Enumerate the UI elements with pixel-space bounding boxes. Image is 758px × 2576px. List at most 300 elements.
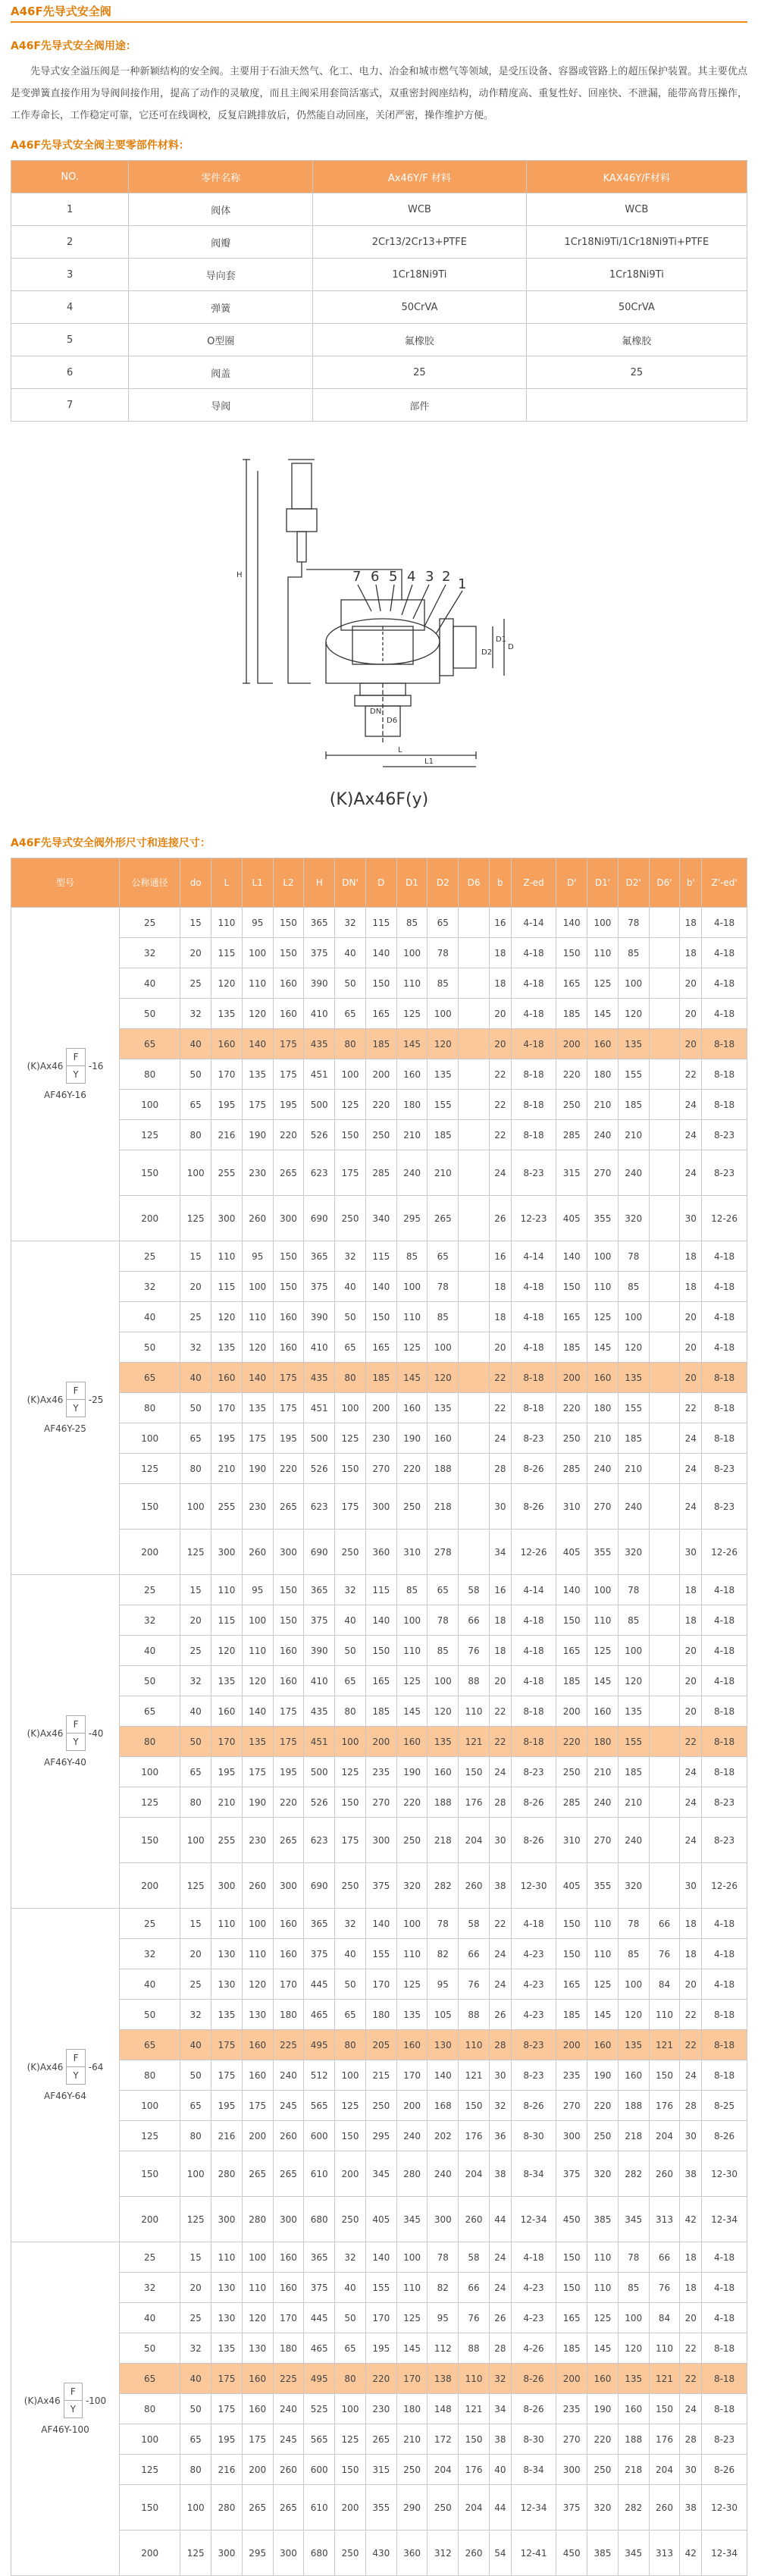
dimensions-cell: 125 <box>335 1423 366 1454</box>
dimensions-cell: 12-41 <box>511 2531 556 2576</box>
dimensions-cell: 313 <box>649 2531 680 2576</box>
dimensions-cell: 58 <box>459 1575 490 1605</box>
dimensions-cell: 175 <box>335 1818 366 1863</box>
dimensions-cell: 28 <box>489 2030 511 2060</box>
dimensions-cell: 18 <box>489 938 511 968</box>
dimensions-cell <box>649 1757 680 1787</box>
dimensions-cell: 18 <box>680 1939 702 1969</box>
dimensions-cell: 30 <box>680 1530 702 1575</box>
dimensions-cell <box>459 1150 490 1196</box>
dimensions-cell: 100 <box>396 2242 428 2273</box>
dimensions-cell: 190 <box>242 1120 273 1150</box>
dimensions-cell: 66 <box>649 2242 680 2273</box>
dimensions-cell: 4-23 <box>511 1939 556 1969</box>
dimensions-cell <box>649 1090 680 1120</box>
model-cell <box>11 1575 120 1909</box>
dimensions-cell: 66 <box>459 2273 490 2303</box>
dimensions-cell: 155 <box>365 1939 396 1969</box>
dimensions-cell: 150 <box>335 1120 366 1150</box>
dimensions-row <box>11 2197 747 2242</box>
dimensions-cell: 215 <box>365 2060 396 2091</box>
dimensions-row <box>11 1696 747 1727</box>
dimensions-cell <box>649 1484 680 1530</box>
dimensions-cell: 135 <box>211 1666 243 1696</box>
dimensions-cell: 65 <box>180 2091 211 2121</box>
dimensions-cell: 110 <box>649 2333 680 2364</box>
dimensions-cell: 204 <box>649 2121 680 2151</box>
dimensions-cell: 204 <box>428 2455 459 2485</box>
model-cell <box>11 1909 120 2242</box>
dimensions-cell: 200 <box>556 2030 587 2060</box>
dimensions-cell: 125 <box>587 1636 619 1666</box>
dimensions-cell: 100 <box>120 1423 180 1454</box>
dimensions-cell: 150 <box>556 2242 587 2273</box>
dimensions-cell: 405 <box>556 1863 587 1909</box>
dimensions-cell: 345 <box>618 2197 649 2242</box>
dimensions-cell: 160 <box>242 2394 273 2424</box>
dimensions-col-header: 型号 <box>11 858 120 908</box>
dimensions-cell: 218 <box>428 1818 459 1863</box>
materials-cell: 1 <box>11 193 129 226</box>
dimensions-cell: 265 <box>242 2485 273 2531</box>
dimensions-cell: 216 <box>211 2455 243 2485</box>
dimensions-cell: 410 <box>304 1332 335 1363</box>
materials-cell: 阀体 <box>129 193 313 226</box>
dimensions-cell: 135 <box>242 1727 273 1757</box>
dimensions-cell: 12-30 <box>702 2485 747 2531</box>
dimensions-cell: 80 <box>180 2121 211 2151</box>
dimensions-cell: 265 <box>273 2485 304 2531</box>
dimensions-cell: 78 <box>618 1575 649 1605</box>
dimensions-cell: 250 <box>587 2121 619 2151</box>
dimensions-cell <box>459 968 490 999</box>
dimensions-cell: 66 <box>459 1939 490 1969</box>
dimensions-cell: 150 <box>649 2060 680 2091</box>
dimensions-cell: 190 <box>587 2394 619 2424</box>
materials-cell: 阀盖 <box>129 356 313 389</box>
dimensions-cell: 38 <box>680 2151 702 2197</box>
dimensions-cell: 8-18 <box>511 1696 556 1727</box>
dimensions-cell: 8-23 <box>702 1787 747 1818</box>
dimensions-cell: 88 <box>459 2333 490 2364</box>
dimensions-cell: 260 <box>459 1863 490 1909</box>
model-prefix: (K)Ax46 <box>23 2395 61 2406</box>
dimensions-cell: 32 <box>180 1666 211 1696</box>
dimensions-cell: 120 <box>211 1302 243 1332</box>
dimensions-cell: 202 <box>428 2121 459 2151</box>
materials-col-header: 零件名称 <box>129 161 313 193</box>
dimensions-cell: 155 <box>365 2273 396 2303</box>
dimensions-cell: 375 <box>304 938 335 968</box>
dimensions-cell: 120 <box>618 1332 649 1363</box>
dimensions-cell: 160 <box>273 968 304 999</box>
dimensions-cell: 200 <box>120 2197 180 2242</box>
dimensions-cell: 85 <box>396 1575 428 1605</box>
dimensions-cell: 270 <box>587 1484 619 1530</box>
dimensions-cell: 25 <box>120 1241 180 1272</box>
dimensions-cell: 140 <box>242 1363 273 1393</box>
dimensions-cell: 110 <box>459 1696 490 1727</box>
dimensions-cell: 65 <box>180 1090 211 1120</box>
dimensions-cell <box>649 968 680 999</box>
dimensions-cell: 100 <box>120 2091 180 2121</box>
dimensions-cell: 25 <box>180 1969 211 2000</box>
dimensions-cell: 78 <box>618 908 649 938</box>
dimensions-cell: 240 <box>618 1818 649 1863</box>
dimensions-cell: 78 <box>618 2242 649 2273</box>
dimensions-cell: 8-26 <box>511 1818 556 1863</box>
dimensions-cell: 8-26 <box>511 1454 556 1484</box>
dimensions-cell: 80 <box>120 1059 180 1090</box>
materials-cell <box>526 389 747 422</box>
dimensions-cell: 250 <box>335 1863 366 1909</box>
dimensions-cell: 8-18 <box>702 2060 747 2091</box>
dimensions-cell: 65 <box>120 1029 180 1059</box>
dimensions-cell: 4-18 <box>511 1636 556 1666</box>
dimensions-cell: 176 <box>459 2121 490 2151</box>
dimensions-cell: 121 <box>459 2394 490 2424</box>
dimensions-cell: 135 <box>618 2030 649 2060</box>
dimensions-cell: 160 <box>396 1393 428 1423</box>
dimensions-cell: 180 <box>365 2000 396 2030</box>
dimensions-cell: 240 <box>396 2121 428 2151</box>
materials-cell: 部件 <box>313 389 527 422</box>
dimensions-cell: 24 <box>680 1454 702 1484</box>
dimensions-cell: 12-34 <box>511 2197 556 2242</box>
dimensions-cell: 32 <box>489 2364 511 2394</box>
dimensions-cell: 125 <box>120 1787 180 1818</box>
dimensions-cell: 565 <box>304 2424 335 2455</box>
dimensions-cell: 8-18 <box>511 1120 556 1150</box>
dimensions-cell: 50 <box>180 1393 211 1423</box>
dimensions-cell: 16 <box>489 1241 511 1272</box>
dimensions-cell: 375 <box>556 2485 587 2531</box>
dimensions-cell: 250 <box>428 2485 459 2531</box>
model-prefix: (K)Ax46 <box>27 1394 64 1405</box>
dimensions-row <box>11 1818 747 1863</box>
dimensions-row <box>11 1059 747 1090</box>
dimensions-cell: 190 <box>242 1787 273 1818</box>
dimensions-cell: 110 <box>211 1575 243 1605</box>
dimensions-cell: 623 <box>304 1818 335 1863</box>
dimensions-cell: 155 <box>618 1059 649 1090</box>
dimensions-cell: 34 <box>489 2394 511 2424</box>
dimensions-cell: 218 <box>618 2121 649 2151</box>
dimensions-cell: 220 <box>396 1787 428 1818</box>
dimensions-cell: 312 <box>428 2531 459 2576</box>
model-alt: AF46Y-100 <box>41 2424 89 2435</box>
dimensions-cell: 32 <box>120 938 180 968</box>
dimensions-cell: 80 <box>335 1363 366 1393</box>
dimensions-cell: 355 <box>587 1196 619 1241</box>
dimensions-cell: 240 <box>587 1454 619 1484</box>
dimensions-cell: 78 <box>618 1241 649 1272</box>
dimensions-cell: 170 <box>211 1727 243 1757</box>
dimensions-cell: 120 <box>211 1636 243 1666</box>
dimensions-cell: 30 <box>680 2455 702 2485</box>
dimensions-cell: 54 <box>489 2531 511 2576</box>
model-prefix: (K)Ax46 <box>27 1727 64 1739</box>
dimensions-row <box>11 2364 747 2394</box>
dimensions-cell: 295 <box>365 2121 396 2151</box>
dimensions-cell: 115 <box>365 1241 396 1272</box>
dimensions-cell: 66 <box>459 1605 490 1636</box>
dimensions-cell: 165 <box>365 999 396 1029</box>
dimensions-cell: 8-18 <box>702 1029 747 1059</box>
dimensions-cell: 260 <box>459 2197 490 2242</box>
dimensions-cell: 115 <box>211 1272 243 1302</box>
dimensions-cell: 130 <box>211 2273 243 2303</box>
dimensions-cell: 50 <box>335 1302 366 1332</box>
dimensions-cell: 125 <box>335 1090 366 1120</box>
dimensions-cell: 20 <box>680 1029 702 1059</box>
dimensions-cell: 8-23 <box>511 1757 556 1787</box>
dimensions-cell: 8-26 <box>511 2364 556 2394</box>
dimensions-cell: 150 <box>365 968 396 999</box>
dimensions-row <box>11 1332 747 1363</box>
dimensions-cell: 235 <box>556 2060 587 2091</box>
dimensions-cell: 4-14 <box>511 1575 556 1605</box>
dim-label-l1: L1 <box>424 758 434 766</box>
dimensions-cell <box>459 1059 490 1090</box>
dimensions-cell: 58 <box>459 2242 490 2273</box>
dimensions-cell: 80 <box>335 2030 366 2060</box>
dimensions-cell: 240 <box>618 1484 649 1530</box>
dimensions-cell: 240 <box>428 2151 459 2197</box>
dimensions-cell: 24 <box>489 1423 511 1454</box>
dimensions-col-header: H <box>304 858 335 908</box>
dimensions-cell: 8-18 <box>702 1363 747 1393</box>
dimensions-cell: 185 <box>556 2000 587 2030</box>
dimensions-cell: 95 <box>428 1969 459 2000</box>
dimensions-col-header: L1 <box>242 858 273 908</box>
dimensions-cell: 175 <box>273 1393 304 1423</box>
dimensions-cell: 125 <box>180 2197 211 2242</box>
materials-cell: 1Cr18Ni9Ti <box>526 259 747 291</box>
dimensions-cell: 110 <box>211 1241 243 1272</box>
dimensions-cell: 150 <box>556 1939 587 1969</box>
dimensions-cell: 160 <box>273 2242 304 2273</box>
dimensions-cell: 140 <box>428 2060 459 2091</box>
dimensions-cell: 150 <box>273 938 304 968</box>
dimensions-cell: 8-23 <box>702 1484 747 1530</box>
dimensions-cell <box>649 1863 680 1909</box>
dimensions-cell: 230 <box>365 1423 396 1454</box>
model-cell <box>11 1241 120 1575</box>
materials-cell: 2Cr13/2Cr13+PTFE <box>313 226 527 259</box>
dimensions-cell: 295 <box>242 2531 273 2576</box>
dimensions-cell: 300 <box>273 1863 304 1909</box>
model-cell <box>11 908 120 1241</box>
dimensions-cell: 20 <box>180 938 211 968</box>
dimensions-cell: 65 <box>180 1757 211 1787</box>
dimensions-cell <box>649 1454 680 1484</box>
dimensions-cell: 100 <box>180 1150 211 1196</box>
dimensions-cell: 435 <box>304 1696 335 1727</box>
dimensions-cell: 18 <box>680 1909 702 1939</box>
dimensions-cell: 8-18 <box>511 1727 556 1757</box>
dimensions-cell: 8-18 <box>702 2394 747 2424</box>
dimensions-cell: 20 <box>489 1029 511 1059</box>
dimensions-cell: 150 <box>273 1272 304 1302</box>
dimensions-cell <box>649 1150 680 1196</box>
dimensions-cell: 18 <box>680 1575 702 1605</box>
dimensions-cell: 250 <box>335 2197 366 2242</box>
dimensions-cell: 140 <box>365 938 396 968</box>
dimensions-cell: 220 <box>556 1059 587 1090</box>
dimensions-cell: 100 <box>335 1393 366 1423</box>
dimensions-cell: 250 <box>556 1757 587 1787</box>
dimensions-cell: 8-18 <box>702 1696 747 1727</box>
dimensions-cell: 300 <box>211 2197 243 2242</box>
dimensions-cell: 140 <box>242 1029 273 1059</box>
dimensions-cell: 110 <box>587 2242 619 2273</box>
dimensions-cell: 265 <box>273 1818 304 1863</box>
dimensions-cell: 4-18 <box>702 1302 747 1332</box>
dimensions-cell: 4-18 <box>511 1332 556 1363</box>
diagram-caption: (K)Ax46F(y) <box>329 790 429 809</box>
dimensions-row <box>11 1363 747 1393</box>
dimensions-cell: 22 <box>489 1363 511 1393</box>
dimensions-cell: 345 <box>365 2151 396 2197</box>
dimensions-cell: 150 <box>273 1241 304 1272</box>
dimensions-cell: 12-26 <box>511 1530 556 1575</box>
dimensions-cell: 105 <box>428 2000 459 2030</box>
dimensions-cell: 165 <box>556 968 587 999</box>
dimensions-cell: 110 <box>587 1939 619 1969</box>
dimensions-cell: 40 <box>120 2303 180 2333</box>
dimensions-cell: 313 <box>649 2197 680 2242</box>
dimensions-cell <box>459 1090 490 1120</box>
dimensions-cell: 150 <box>556 1605 587 1636</box>
dimensions-cell: 28 <box>680 2091 702 2121</box>
dimensions-cell: 32 <box>120 1272 180 1302</box>
dimensions-cell: 260 <box>242 1530 273 1575</box>
dimensions-cell: 40 <box>180 2364 211 2394</box>
dimensions-cell: 95 <box>242 1575 273 1605</box>
dimensions-row <box>11 1150 747 1196</box>
dimensions-cell: 85 <box>396 908 428 938</box>
dimensions-cell: 4-18 <box>702 999 747 1029</box>
dimensions-cell: 4-18 <box>702 1332 747 1363</box>
dimensions-cell: 188 <box>618 2424 649 2455</box>
dimensions-cell: 340 <box>365 1196 396 1241</box>
materials-cell: 氟橡胶 <box>313 324 527 356</box>
dimensions-cell: 185 <box>556 2333 587 2364</box>
dimensions-cell: 300 <box>365 1818 396 1863</box>
dimensions-cell: 110 <box>396 1939 428 1969</box>
dimensions-cell: 32 <box>180 2000 211 2030</box>
dimensions-cell: 8-23 <box>702 1150 747 1196</box>
materials-row <box>11 226 747 259</box>
dimensions-cell: 22 <box>489 1393 511 1423</box>
materials-heading: A46F先导式安全阀主要零部件材料： <box>11 140 190 152</box>
dimensions-cell: 285 <box>556 1120 587 1150</box>
dimensions-cell: 160 <box>273 2273 304 2303</box>
dimensions-cell: 240 <box>273 2394 304 2424</box>
dimensions-cell: 4-18 <box>511 1666 556 1696</box>
dimensions-cell: 450 <box>556 2197 587 2242</box>
dimensions-cell <box>459 1272 490 1302</box>
dimensions-cell: 195 <box>211 2424 243 2455</box>
dimensions-cell: 195 <box>273 1423 304 1454</box>
dimensions-cell: 12-26 <box>702 1863 747 1909</box>
dimensions-cell: 110 <box>242 1939 273 1969</box>
dimensions-cell: 12-34 <box>511 2485 556 2531</box>
dimensions-cell: 125 <box>587 1969 619 2000</box>
dimensions-row <box>11 1939 747 1969</box>
dimensions-header-row <box>11 858 747 908</box>
dimensions-cell: 125 <box>587 968 619 999</box>
dimensions-cell: 265 <box>428 1196 459 1241</box>
dimensions-cell: 225 <box>273 2364 304 2394</box>
dimensions-cell: 125 <box>587 2303 619 2333</box>
dimensions-cell: 4-18 <box>702 938 747 968</box>
dimensions-cell: 121 <box>649 2030 680 2060</box>
dimensions-cell: 125 <box>396 1332 428 1363</box>
dimensions-row <box>11 1666 747 1696</box>
dimensions-cell: 58 <box>459 1909 490 1939</box>
dimensions-cell: 110 <box>396 1302 428 1332</box>
dimensions-cell: 8-23 <box>702 2424 747 2455</box>
dimensions-cell: 160 <box>273 1302 304 1332</box>
dimensions-cell: 125 <box>120 1120 180 1150</box>
dimensions-cell: 125 <box>335 2424 366 2455</box>
dimensions-cell: 50 <box>335 1969 366 2000</box>
dimensions-cell: 160 <box>273 1666 304 1696</box>
dimensions-cell <box>649 1787 680 1818</box>
dimensions-cell: 8-23 <box>511 1423 556 1454</box>
model-pressure: -16 <box>88 1060 104 1072</box>
dimensions-row <box>11 2060 747 2091</box>
dimensions-cell: 20 <box>180 1605 211 1636</box>
dimensions-cell: 375 <box>304 1272 335 1302</box>
model-cell <box>11 2242 120 2576</box>
dimensions-cell: 610 <box>304 2485 335 2531</box>
dimensions-cell: 12-23 <box>511 1196 556 1241</box>
dims-heading: A46F先导式安全阀外形尺寸和连接尺寸： <box>11 837 211 849</box>
dimensions-cell: 110 <box>396 968 428 999</box>
dimensions-cell: 12-26 <box>702 1530 747 1575</box>
dimensions-cell: 375 <box>365 1863 396 1909</box>
dimensions-cell: 130 <box>242 2333 273 2364</box>
dimensions-cell: 82 <box>428 2273 459 2303</box>
dimensions-cell: 315 <box>556 1150 587 1196</box>
dimensions-cell: 320 <box>618 1863 649 1909</box>
dimensions-cell: 40 <box>335 1605 366 1636</box>
materials-cell: 3 <box>11 259 129 291</box>
dimensions-cell: 188 <box>618 2091 649 2121</box>
dimensions-cell: 4-18 <box>511 938 556 968</box>
dimensions-cell: 12-30 <box>702 2151 747 2197</box>
dimensions-row <box>11 1302 747 1332</box>
dimensions-cell: 185 <box>618 1423 649 1454</box>
dimensions-cell: 240 <box>273 2060 304 2091</box>
dimensions-cell: 4-18 <box>702 1272 747 1302</box>
dimensions-cell <box>459 1423 490 1454</box>
model-prefix: (K)Ax46 <box>27 2061 64 2072</box>
dimensions-row <box>11 2000 747 2030</box>
dimensions-row <box>11 908 747 938</box>
dimensions-cell: 110 <box>242 968 273 999</box>
dim-label-d2: D2 <box>481 648 493 657</box>
dimensions-cell: 78 <box>618 1909 649 1939</box>
dimensions-cell: 120 <box>242 1969 273 2000</box>
dimensions-cell: 295 <box>396 1196 428 1241</box>
dimensions-cell: 240 <box>618 1150 649 1196</box>
dimensions-cell: 100 <box>618 1302 649 1332</box>
dimensions-cell: 24 <box>680 1090 702 1120</box>
